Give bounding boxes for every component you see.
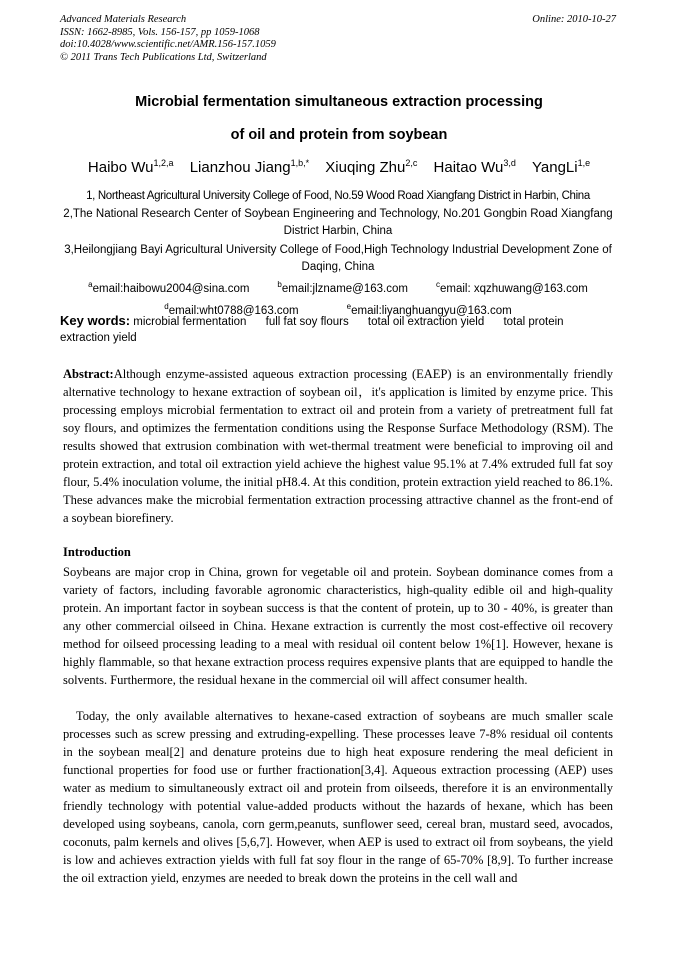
paper-title-line-2: of oil and protein from soybean — [230, 127, 448, 143]
copyright-line: © 2011 Trans Tech Publications Ltd, Switzerland — [60, 51, 267, 63]
abstract-text: Although enzyme-assisted aqueous extraction processing (EAEP) is an environmentally friendly alternative technology to hexane extraction of soybean oil，it's application is limited by enzyme price. This processing employs microbial fermentation to extract oil and protein from a variety of pretreatment full fat soy flours, and optimizes the fermentation conditions using the Response Surface Methodology (RSM). The results showed that extrusion combination with wet-thermal treatment were beneficial to improving oil and protein extraction, and total oil extraction yield achieve the highest value 95.1% at 7.4% extruded full fat soy flour, 5.4% inoculation volume, the initial pH8.4. At this condition, protein extraction yield reached to 86.1%. These advances make the microbial fermentation extraction processing attractive channel as the front-end of a soybean biorefinery. — [63, 367, 613, 525]
abstract — [63, 365, 613, 527]
email-d: $^d$email:wht0788@163.com — [164, 301, 299, 317]
email-e: $^e$email:liyanghuangyu@163.com — [346, 301, 512, 317]
email-b: $^b$email:jlzname@163.com — [277, 280, 408, 295]
author: Haitao Wu$^{3,d}$ — [433, 158, 516, 176]
keywords-label: Key words: — [60, 313, 131, 328]
issn-line: ISSN: 1662-8985, Vols. 156-157, pp 1059-1068 — [60, 26, 260, 38]
affiliation-2: 2,The National Research Center of Soybean Engineering and Technology, No.201 Gongbin Road Xiangfang District Harbin, China — [63, 208, 613, 237]
keyword: full fat soy flours — [265, 316, 349, 328]
email-a: $^a$email:haibowu2004@sina.com — [88, 280, 250, 295]
author: Lianzhou Jiang$^{1,b,*}$ — [189, 158, 310, 176]
author: Haibo Wu$^{1,2,a}$ — [87, 158, 174, 176]
author: YangLi$^{1,e}$ — [532, 158, 591, 176]
email-c: $^c$email: xqzhuwang@163.com — [435, 280, 588, 295]
paper-title-line-1: Microbial fermentation simultaneous extraction processing — [135, 94, 543, 110]
keyword: total protein extraction yield — [60, 316, 564, 344]
keyword: microbial fermentation — [133, 316, 247, 328]
affiliation-1: 1, Northeast Agricultural University College of Food, No.59 Wood Road Xiangfang District in Harbin, China — [86, 190, 590, 202]
author: Xiuqing Zhu$^{2,c}$ — [325, 158, 418, 176]
intro-paragraph-1: Soybeans are major crop in China, grown for vegetable oil and protein. Soybean dominance comes from a variety of factors, including favorable agronomic characteristics, high-quality edible oil and high-quality protein. An important factor in soybean success is that the content of protein, up to 30 - 40%, is greater than any other commercial oilseed in China. Hexane extraction is currently the most cost-effective oil recovery method for oilseed processing leading to a meal with residual oil content below 1%[1]. However, hexane is highly flammable, so that hexane extraction process requires expensive plants that are equipped to handle the solvents. Furthermore, the residual hexane in the commercial oil will affect consumer health. — [63, 565, 613, 687]
keywords — [60, 313, 616, 346]
affiliation-3: 3,Heilongjiang Bayi Agricultural University College of Food,High Technology Industrial Development Zone of Daqing, China — [64, 244, 612, 273]
abstract-label: Abstract: — [63, 367, 114, 381]
online-date: Online: 2010-10-27 — [532, 14, 616, 25]
keyword: total oil extraction yield — [367, 316, 485, 328]
email-row — [60, 276, 616, 298]
doi-line: doi:10.4028/www.scientific.net/AMR.156-157.1059 — [60, 39, 276, 50]
introduction-heading: Introduction — [63, 545, 131, 559]
intro-paragraph-2: Today, the only available alternatives to hexane-cased extraction of soybeans are much smaller scale processes such as screw pressing and extruding-expelling. These processes leave 7-8% residual oil contents in the soybean meal[2] and denature proteins due to high heat exposure rendering the meal deficient in functional properties for food use or further fractionation[3,4]. Aqueous extraction processing (AEP) uses water as medium to simultaneously extract oil and protein from oilseeds, therefore it is an environmentally friendly technology with potential value-added products without the hazards of hexane, which has been developed using soybeans, canola, corn germ,peanuts, sunflower seed, cereal bran, mustard seed, avocados, coconuts, palm kernels and olives [5,6,7]. However, when AEP is used to extract oil from soybeans, the yield is low and achieves extraction yields with full fat soy flour in the range of 65-70% [8,9]. To further increase the oil extraction yield, enzymes are needed to break down the proteins in the cell wall and — [63, 709, 613, 885]
author-list — [40, 158, 638, 176]
journal-header — [60, 14, 616, 64]
journal-name: Advanced Materials Research — [60, 14, 187, 25]
